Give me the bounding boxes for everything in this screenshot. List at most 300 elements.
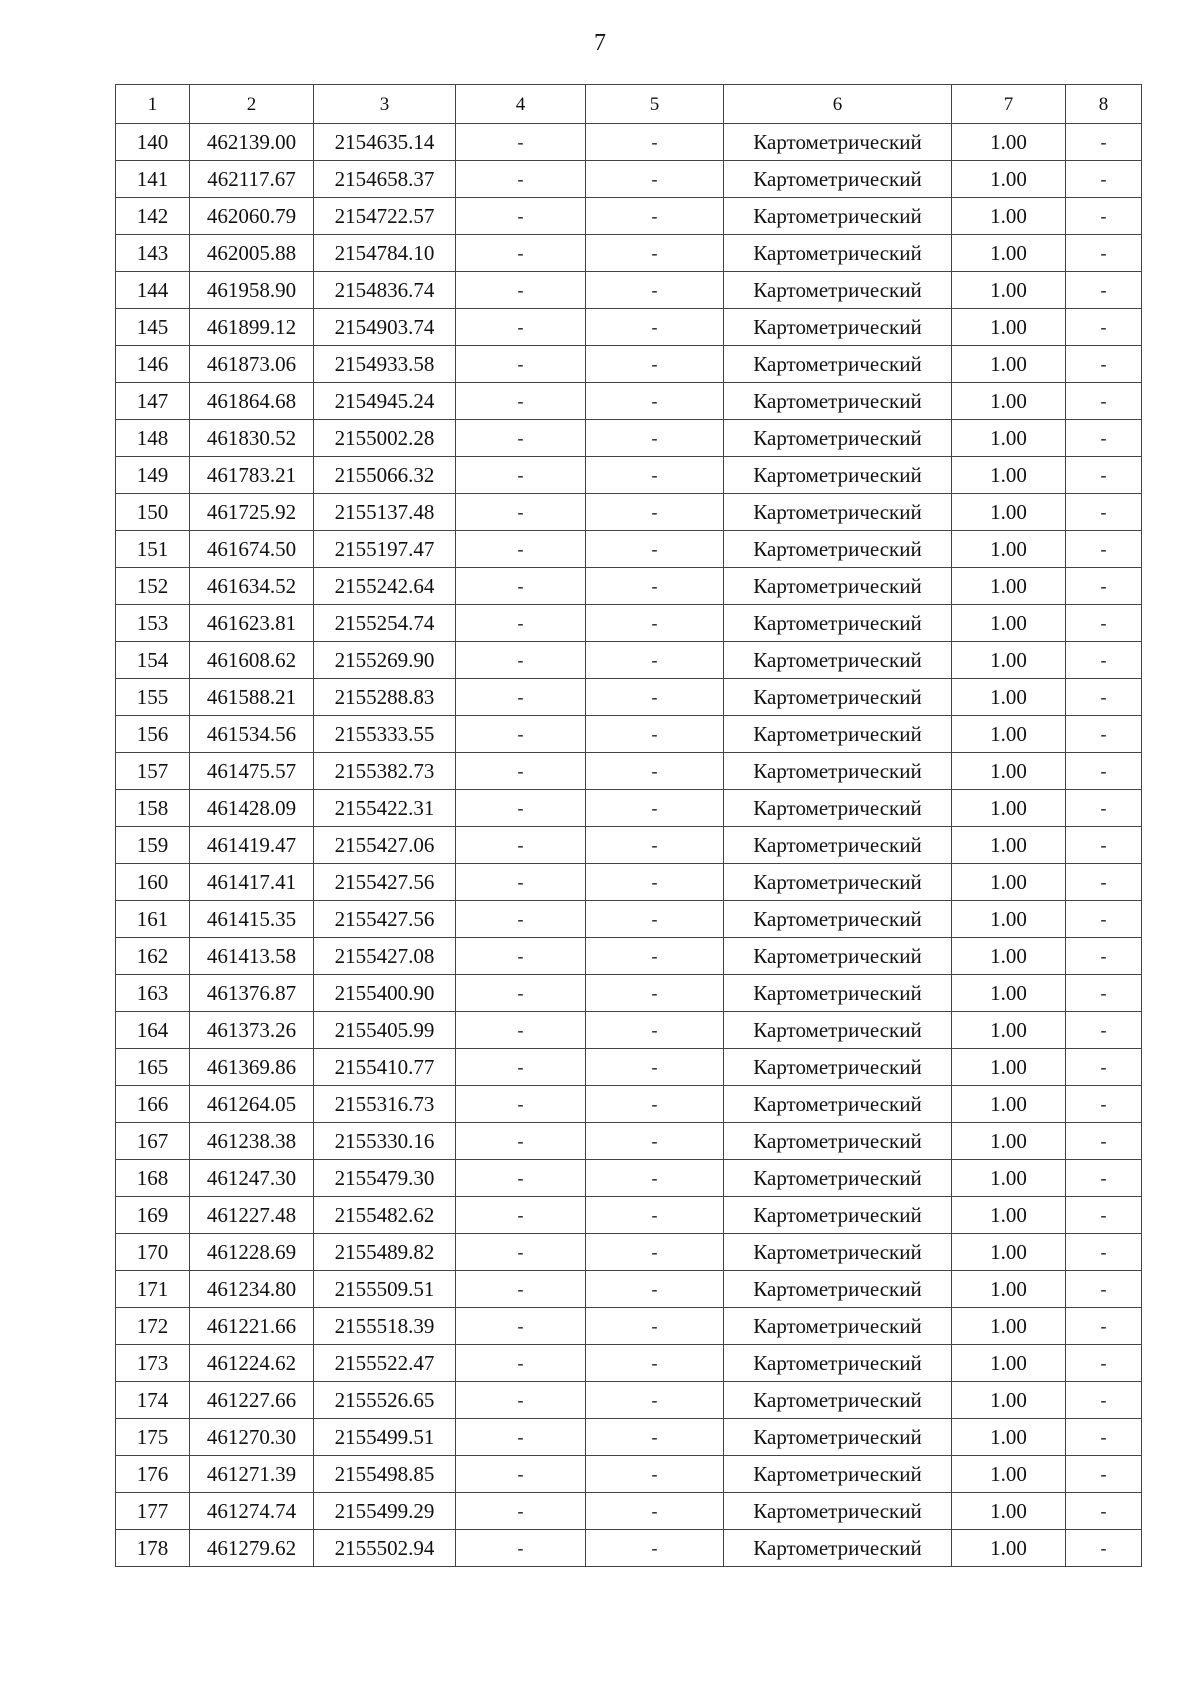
accuracy-cell: 1.00	[952, 1530, 1066, 1567]
y-coordinate-cell: 2155066.32	[314, 457, 456, 494]
x-coordinate-cell: 461873.06	[190, 346, 314, 383]
method-cell: Картометрический	[724, 531, 952, 568]
column-8-cell: -	[1066, 1308, 1142, 1345]
table-row	[116, 642, 1142, 679]
accuracy-cell: 1.00	[952, 568, 1066, 605]
table-row	[116, 1197, 1142, 1234]
column-5-cell: -	[586, 1086, 724, 1123]
point-number-cell: 169	[116, 1197, 190, 1234]
y-coordinate-cell: 2155518.39	[314, 1308, 456, 1345]
column-8-cell: -	[1066, 1530, 1142, 1567]
column-5-cell: -	[586, 901, 724, 938]
table-row	[116, 1012, 1142, 1049]
column-5-cell: -	[586, 494, 724, 531]
accuracy-cell: 1.00	[952, 272, 1066, 309]
table-row	[116, 383, 1142, 420]
column-8-cell: -	[1066, 1271, 1142, 1308]
method-cell: Картометрический	[724, 1123, 952, 1160]
column-5-cell: -	[586, 790, 724, 827]
method-cell: Картометрический	[724, 1382, 952, 1419]
point-number-cell: 159	[116, 827, 190, 864]
method-cell: Картометрический	[724, 1012, 952, 1049]
table-row	[116, 1160, 1142, 1197]
method-cell: Картометрический	[724, 716, 952, 753]
x-coordinate-cell: 461271.39	[190, 1456, 314, 1493]
x-coordinate-cell: 461417.41	[190, 864, 314, 901]
x-coordinate-cell: 461270.30	[190, 1419, 314, 1456]
y-coordinate-cell: 2154933.58	[314, 346, 456, 383]
y-coordinate-cell: 2155427.08	[314, 938, 456, 975]
y-coordinate-cell: 2154635.14	[314, 124, 456, 161]
column-4-cell: -	[456, 1012, 586, 1049]
column-4-cell: -	[456, 827, 586, 864]
column-4-cell: -	[456, 1234, 586, 1271]
column-8-cell: -	[1066, 272, 1142, 309]
accuracy-cell: 1.00	[952, 1456, 1066, 1493]
table-row	[116, 235, 1142, 272]
y-coordinate-cell: 2154658.37	[314, 161, 456, 198]
y-coordinate-cell: 2155427.56	[314, 901, 456, 938]
method-cell: Картометрический	[724, 642, 952, 679]
accuracy-cell: 1.00	[952, 1049, 1066, 1086]
point-number-cell: 176	[116, 1456, 190, 1493]
accuracy-cell: 1.00	[952, 716, 1066, 753]
y-coordinate-cell: 2155498.85	[314, 1456, 456, 1493]
column-5-cell: -	[586, 1197, 724, 1234]
table-row	[116, 346, 1142, 383]
method-cell: Картометрический	[724, 901, 952, 938]
column-8-cell: -	[1066, 309, 1142, 346]
x-coordinate-cell: 462139.00	[190, 124, 314, 161]
column-8-cell: -	[1066, 1234, 1142, 1271]
column-8-cell: -	[1066, 901, 1142, 938]
column-8-cell: -	[1066, 1456, 1142, 1493]
x-coordinate-cell: 461376.87	[190, 975, 314, 1012]
method-cell: Картометрический	[724, 1493, 952, 1530]
point-number-cell: 167	[116, 1123, 190, 1160]
column-5-cell: -	[586, 272, 724, 309]
y-coordinate-cell: 2155197.47	[314, 531, 456, 568]
y-coordinate-cell: 2155002.28	[314, 420, 456, 457]
column-4-cell: -	[456, 1345, 586, 1382]
column-8-cell: -	[1066, 642, 1142, 679]
table-row	[116, 1382, 1142, 1419]
column-4-cell: -	[456, 420, 586, 457]
method-cell: Картометрический	[724, 1419, 952, 1456]
column-8-cell: -	[1066, 198, 1142, 235]
column-8-cell: -	[1066, 1419, 1142, 1456]
column-5-cell: -	[586, 383, 724, 420]
x-coordinate-cell: 461634.52	[190, 568, 314, 605]
table-row	[116, 901, 1142, 938]
accuracy-cell: 1.00	[952, 1382, 1066, 1419]
x-coordinate-cell: 461475.57	[190, 753, 314, 790]
x-coordinate-cell: 461674.50	[190, 531, 314, 568]
point-number-cell: 152	[116, 568, 190, 605]
y-coordinate-cell: 2155427.06	[314, 827, 456, 864]
table-row	[116, 864, 1142, 901]
accuracy-cell: 1.00	[952, 753, 1066, 790]
table-row	[116, 420, 1142, 457]
column-5-cell: -	[586, 1271, 724, 1308]
column-4-cell: -	[456, 901, 586, 938]
column-4-cell: -	[456, 272, 586, 309]
table-row	[116, 494, 1142, 531]
point-number-cell: 170	[116, 1234, 190, 1271]
table-row	[116, 790, 1142, 827]
x-coordinate-cell: 461958.90	[190, 272, 314, 309]
y-coordinate-cell: 2155502.94	[314, 1530, 456, 1567]
table-row	[116, 1086, 1142, 1123]
column-4-cell: -	[456, 864, 586, 901]
point-number-cell: 161	[116, 901, 190, 938]
y-coordinate-cell: 2154836.74	[314, 272, 456, 309]
point-number-cell: 165	[116, 1049, 190, 1086]
column-5-cell: -	[586, 1234, 724, 1271]
accuracy-cell: 1.00	[952, 1493, 1066, 1530]
x-coordinate-cell: 462005.88	[190, 235, 314, 272]
column-5-cell: -	[586, 1493, 724, 1530]
x-coordinate-cell: 461588.21	[190, 679, 314, 716]
column-8-cell: -	[1066, 161, 1142, 198]
y-coordinate-cell: 2155489.82	[314, 1234, 456, 1271]
accuracy-cell: 1.00	[952, 1123, 1066, 1160]
accuracy-cell: 1.00	[952, 864, 1066, 901]
column-4-cell: -	[456, 1123, 586, 1160]
method-cell: Картометрический	[724, 457, 952, 494]
y-coordinate-cell: 2155410.77	[314, 1049, 456, 1086]
column-5-cell: -	[586, 161, 724, 198]
point-number-cell: 160	[116, 864, 190, 901]
method-cell: Картометрический	[724, 679, 952, 716]
x-coordinate-cell: 461221.66	[190, 1308, 314, 1345]
x-coordinate-cell: 461864.68	[190, 383, 314, 420]
x-coordinate-cell: 461830.52	[190, 420, 314, 457]
x-coordinate-cell: 461238.38	[190, 1123, 314, 1160]
method-cell: Картометрический	[724, 420, 952, 457]
point-number-cell: 141	[116, 161, 190, 198]
accuracy-cell: 1.00	[952, 605, 1066, 642]
accuracy-cell: 1.00	[952, 124, 1066, 161]
y-coordinate-cell: 2155242.64	[314, 568, 456, 605]
method-cell: Картометрический	[724, 1234, 952, 1271]
column-4-cell: -	[456, 1197, 586, 1234]
y-coordinate-cell: 2154945.24	[314, 383, 456, 420]
table-row	[116, 605, 1142, 642]
point-number-cell: 140	[116, 124, 190, 161]
column-4-cell: -	[456, 679, 586, 716]
column-8-cell: -	[1066, 864, 1142, 901]
column-4-cell: -	[456, 346, 586, 383]
method-cell: Картометрический	[724, 309, 952, 346]
column-5-cell: -	[586, 235, 724, 272]
point-number-cell: 145	[116, 309, 190, 346]
column-8-cell: -	[1066, 346, 1142, 383]
column-4-cell: -	[456, 605, 586, 642]
point-number-cell: 151	[116, 531, 190, 568]
table-row	[116, 198, 1142, 235]
table-row	[116, 309, 1142, 346]
method-cell: Картометрический	[724, 790, 952, 827]
y-coordinate-cell: 2155499.51	[314, 1419, 456, 1456]
y-coordinate-cell: 2155330.16	[314, 1123, 456, 1160]
method-cell: Картометрический	[724, 383, 952, 420]
column-4-cell: -	[456, 753, 586, 790]
column-5-cell: -	[586, 1382, 724, 1419]
table-row	[116, 938, 1142, 975]
column-header-8: 8	[1066, 85, 1142, 124]
method-cell: Картометрический	[724, 1530, 952, 1567]
x-coordinate-cell: 461373.26	[190, 1012, 314, 1049]
x-coordinate-cell: 461247.30	[190, 1160, 314, 1197]
point-number-cell: 146	[116, 346, 190, 383]
method-cell: Картометрический	[724, 1456, 952, 1493]
y-coordinate-cell: 2155382.73	[314, 753, 456, 790]
column-8-cell: -	[1066, 753, 1142, 790]
method-cell: Картометрический	[724, 827, 952, 864]
column-4-cell: -	[456, 1456, 586, 1493]
point-number-cell: 144	[116, 272, 190, 309]
accuracy-cell: 1.00	[952, 975, 1066, 1012]
method-cell: Картометрический	[724, 1308, 952, 1345]
column-8-cell: -	[1066, 1049, 1142, 1086]
y-coordinate-cell: 2155427.56	[314, 864, 456, 901]
table-header	[116, 85, 1142, 124]
x-coordinate-cell: 461608.62	[190, 642, 314, 679]
method-cell: Картометрический	[724, 753, 952, 790]
accuracy-cell: 1.00	[952, 346, 1066, 383]
column-4-cell: -	[456, 642, 586, 679]
column-5-cell: -	[586, 309, 724, 346]
accuracy-cell: 1.00	[952, 1271, 1066, 1308]
x-coordinate-cell: 461228.69	[190, 1234, 314, 1271]
x-coordinate-cell: 461899.12	[190, 309, 314, 346]
column-5-cell: -	[586, 568, 724, 605]
column-5-cell: -	[586, 753, 724, 790]
x-coordinate-cell: 461227.48	[190, 1197, 314, 1234]
column-4-cell: -	[456, 1419, 586, 1456]
point-number-cell: 178	[116, 1530, 190, 1567]
x-coordinate-cell: 461224.62	[190, 1345, 314, 1382]
column-8-cell: -	[1066, 235, 1142, 272]
point-number-cell: 162	[116, 938, 190, 975]
column-4-cell: -	[456, 457, 586, 494]
accuracy-cell: 1.00	[952, 457, 1066, 494]
method-cell: Картометрический	[724, 1160, 952, 1197]
y-coordinate-cell: 2154722.57	[314, 198, 456, 235]
column-header-6: 6	[724, 85, 952, 124]
column-8-cell: -	[1066, 975, 1142, 1012]
accuracy-cell: 1.00	[952, 642, 1066, 679]
column-8-cell: -	[1066, 1197, 1142, 1234]
method-cell: Картометрический	[724, 235, 952, 272]
point-number-cell: 143	[116, 235, 190, 272]
column-4-cell: -	[456, 198, 586, 235]
column-4-cell: -	[456, 383, 586, 420]
x-coordinate-cell: 461725.92	[190, 494, 314, 531]
table-row	[116, 1049, 1142, 1086]
column-5-cell: -	[586, 975, 724, 1012]
point-number-cell: 174	[116, 1382, 190, 1419]
y-coordinate-cell: 2155526.65	[314, 1382, 456, 1419]
column-4-cell: -	[456, 1271, 586, 1308]
accuracy-cell: 1.00	[952, 1234, 1066, 1271]
method-cell: Картометрический	[724, 1345, 952, 1382]
x-coordinate-cell: 461623.81	[190, 605, 314, 642]
accuracy-cell: 1.00	[952, 198, 1066, 235]
y-coordinate-cell: 2155269.90	[314, 642, 456, 679]
table-row	[116, 1123, 1142, 1160]
table-row	[116, 753, 1142, 790]
table-row	[116, 1419, 1142, 1456]
y-coordinate-cell: 2155522.47	[314, 1345, 456, 1382]
y-coordinate-cell: 2154903.74	[314, 309, 456, 346]
column-5-cell: -	[586, 1123, 724, 1160]
column-8-cell: -	[1066, 827, 1142, 864]
column-8-cell: -	[1066, 790, 1142, 827]
table-row	[116, 679, 1142, 716]
x-coordinate-cell: 461369.86	[190, 1049, 314, 1086]
table-body	[116, 124, 1142, 1567]
y-coordinate-cell: 2154784.10	[314, 235, 456, 272]
y-coordinate-cell: 2155499.29	[314, 1493, 456, 1530]
column-4-cell: -	[456, 1493, 586, 1530]
column-4-cell: -	[456, 124, 586, 161]
column-5-cell: -	[586, 1530, 724, 1567]
point-number-cell: 175	[116, 1419, 190, 1456]
x-coordinate-cell: 461428.09	[190, 790, 314, 827]
accuracy-cell: 1.00	[952, 1086, 1066, 1123]
column-8-cell: -	[1066, 679, 1142, 716]
method-cell: Картометрический	[724, 161, 952, 198]
column-8-cell: -	[1066, 1345, 1142, 1382]
column-8-cell: -	[1066, 1493, 1142, 1530]
point-number-cell: 158	[116, 790, 190, 827]
table-row	[116, 272, 1142, 309]
column-4-cell: -	[456, 1160, 586, 1197]
column-8-cell: -	[1066, 568, 1142, 605]
column-5-cell: -	[586, 124, 724, 161]
method-cell: Картометрический	[724, 1086, 952, 1123]
column-4-cell: -	[456, 494, 586, 531]
column-4-cell: -	[456, 235, 586, 272]
x-coordinate-cell: 461415.35	[190, 901, 314, 938]
column-5-cell: -	[586, 679, 724, 716]
column-5-cell: -	[586, 346, 724, 383]
accuracy-cell: 1.00	[952, 235, 1066, 272]
point-number-cell: 172	[116, 1308, 190, 1345]
method-cell: Картометрический	[724, 1271, 952, 1308]
y-coordinate-cell: 2155405.99	[314, 1012, 456, 1049]
accuracy-cell: 1.00	[952, 827, 1066, 864]
column-5-cell: -	[586, 938, 724, 975]
column-4-cell: -	[456, 531, 586, 568]
method-cell: Картометрический	[724, 605, 952, 642]
method-cell: Картометрический	[724, 198, 952, 235]
y-coordinate-cell: 2155479.30	[314, 1160, 456, 1197]
method-cell: Картометрический	[724, 568, 952, 605]
point-number-cell: 153	[116, 605, 190, 642]
table-row	[116, 1345, 1142, 1382]
y-coordinate-cell: 2155288.83	[314, 679, 456, 716]
accuracy-cell: 1.00	[952, 790, 1066, 827]
point-number-cell: 173	[116, 1345, 190, 1382]
table-row	[116, 531, 1142, 568]
column-5-cell: -	[586, 1456, 724, 1493]
method-cell: Картометрический	[724, 124, 952, 161]
x-coordinate-cell: 461783.21	[190, 457, 314, 494]
accuracy-cell: 1.00	[952, 1012, 1066, 1049]
table-row	[116, 1308, 1142, 1345]
point-number-cell: 150	[116, 494, 190, 531]
column-5-cell: -	[586, 457, 724, 494]
accuracy-cell: 1.00	[952, 938, 1066, 975]
y-coordinate-cell: 2155316.73	[314, 1086, 456, 1123]
point-number-cell: 166	[116, 1086, 190, 1123]
y-coordinate-cell: 2155254.74	[314, 605, 456, 642]
header-row	[116, 85, 1142, 124]
table-row	[116, 1234, 1142, 1271]
column-8-cell: -	[1066, 605, 1142, 642]
method-cell: Картометрический	[724, 1197, 952, 1234]
table-row	[116, 1493, 1142, 1530]
column-4-cell: -	[456, 309, 586, 346]
point-number-cell: 177	[116, 1493, 190, 1530]
x-coordinate-cell: 461534.56	[190, 716, 314, 753]
accuracy-cell: 1.00	[952, 1197, 1066, 1234]
x-coordinate-cell: 461274.74	[190, 1493, 314, 1530]
y-coordinate-cell: 2155333.55	[314, 716, 456, 753]
column-header-5: 5	[586, 85, 724, 124]
column-4-cell: -	[456, 938, 586, 975]
table-row	[116, 1456, 1142, 1493]
column-5-cell: -	[586, 716, 724, 753]
table-row	[116, 161, 1142, 198]
column-5-cell: -	[586, 198, 724, 235]
column-5-cell: -	[586, 1049, 724, 1086]
point-number-cell: 154	[116, 642, 190, 679]
accuracy-cell: 1.00	[952, 679, 1066, 716]
column-8-cell: -	[1066, 457, 1142, 494]
column-header-3: 3	[314, 85, 456, 124]
point-number-cell: 164	[116, 1012, 190, 1049]
column-header-7: 7	[952, 85, 1066, 124]
column-4-cell: -	[456, 161, 586, 198]
point-number-cell: 163	[116, 975, 190, 1012]
column-5-cell: -	[586, 864, 724, 901]
column-8-cell: -	[1066, 716, 1142, 753]
method-cell: Картометрический	[724, 1049, 952, 1086]
column-5-cell: -	[586, 1012, 724, 1049]
column-5-cell: -	[586, 420, 724, 457]
accuracy-cell: 1.00	[952, 309, 1066, 346]
y-coordinate-cell: 2155482.62	[314, 1197, 456, 1234]
column-header-2: 2	[190, 85, 314, 124]
column-8-cell: -	[1066, 1160, 1142, 1197]
table-row	[116, 568, 1142, 605]
method-cell: Картометрический	[724, 346, 952, 383]
x-coordinate-cell: 461413.58	[190, 938, 314, 975]
accuracy-cell: 1.00	[952, 1308, 1066, 1345]
point-number-cell: 155	[116, 679, 190, 716]
y-coordinate-cell: 2155400.90	[314, 975, 456, 1012]
table-row	[116, 124, 1142, 161]
column-5-cell: -	[586, 1419, 724, 1456]
accuracy-cell: 1.00	[952, 1419, 1066, 1456]
coordinates-table	[115, 84, 1142, 1567]
x-coordinate-cell: 461234.80	[190, 1271, 314, 1308]
column-5-cell: -	[586, 1308, 724, 1345]
